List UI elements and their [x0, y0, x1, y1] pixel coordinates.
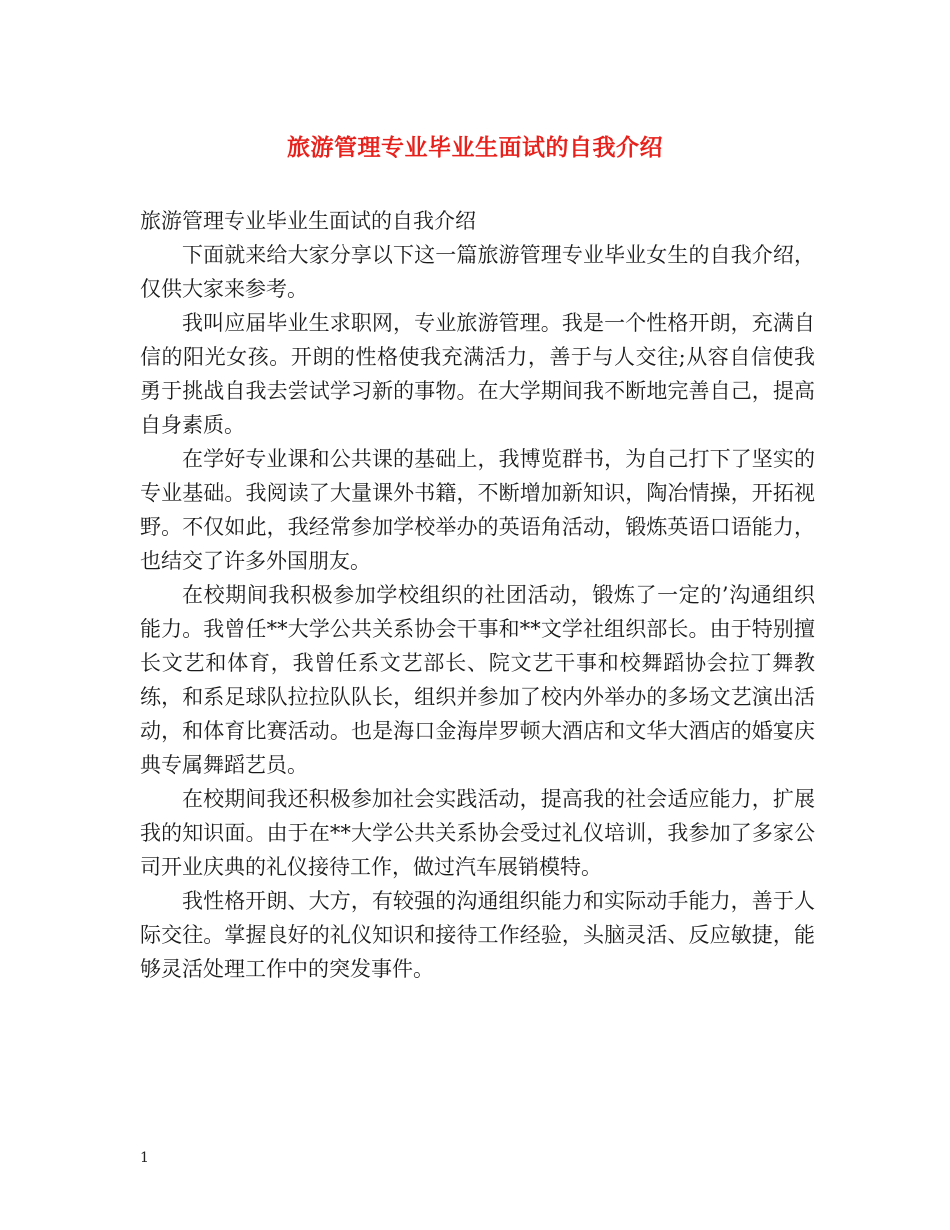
paragraph-summary: 我性格开朗、大方，有较强的沟通组织能力和实际动手能力，善于人际交往。掌握良好的礼仪知识和接待工作经验，头脑灵活、反应敏捷，能够灵活处理工作中的突发事件。 — [140, 889, 815, 981]
document-subtitle: 旅游管理专业毕业生面试的自我介绍 — [140, 209, 476, 233]
page-number: 1 — [140, 1150, 149, 1166]
paragraph-personality: 我叫应届毕业生求职网，专业旅游管理。我是一个性格开朗，充满自信的阳光女孩。开朗的性格使我充满活力，善于与人交往;从容自信使我勇于挑战自我去尝试学习新的事物。在大学期间我不断地完善自己，提高自身素质。 — [140, 311, 815, 437]
paragraph-intro: 下面就来给大家分享以下这一篇旅游管理专业毕业女生的自我介绍，仅供大家来参考。 — [140, 243, 815, 301]
paragraph-club-activities: 在校期间我积极参加学校组织的社团活动，锻炼了一定的’沟通组织能力。我曾任**大学公共关系协会干事和**文学社组织部长。由于特别擅长文艺和体育，我曾任系文艺部长、院文艺干事和校舞蹈协会拉丁舞教练，和系足球队拉拉队队长，组织并参加了校内外举办的多场文艺演出活动，和体育比赛活动。也是海口金海岸罗顿大酒店和文华大酒店的婚宴庆典专属舞蹈艺员。 — [140, 583, 815, 777]
document-title: 旅游管理专业毕业生面试的自我介绍 — [287, 134, 663, 161]
paragraph-social-practice: 在校期间我还积极参加社会实践活动，提高我的社会适应能力，扩展我的知识面。由于在**大学公共关系协会受过礼仪培训，我参加了多家公司开业庆典的礼仪接待工作，做过汽车展销模特。 — [140, 787, 815, 879]
document-body — [140, 204, 815, 986]
paragraph-studies: 在学好专业课和公共课的基础上，我博览群书，为自己打下了坚实的专业基础。我阅读了大量课外书籍，不断增加新知识，陶冶情操，开拓视野。不仅如此，我经常参加学校举办的英语角活动，锻炼英语口语能力，也结交了许多外国朋友。 — [140, 447, 815, 573]
